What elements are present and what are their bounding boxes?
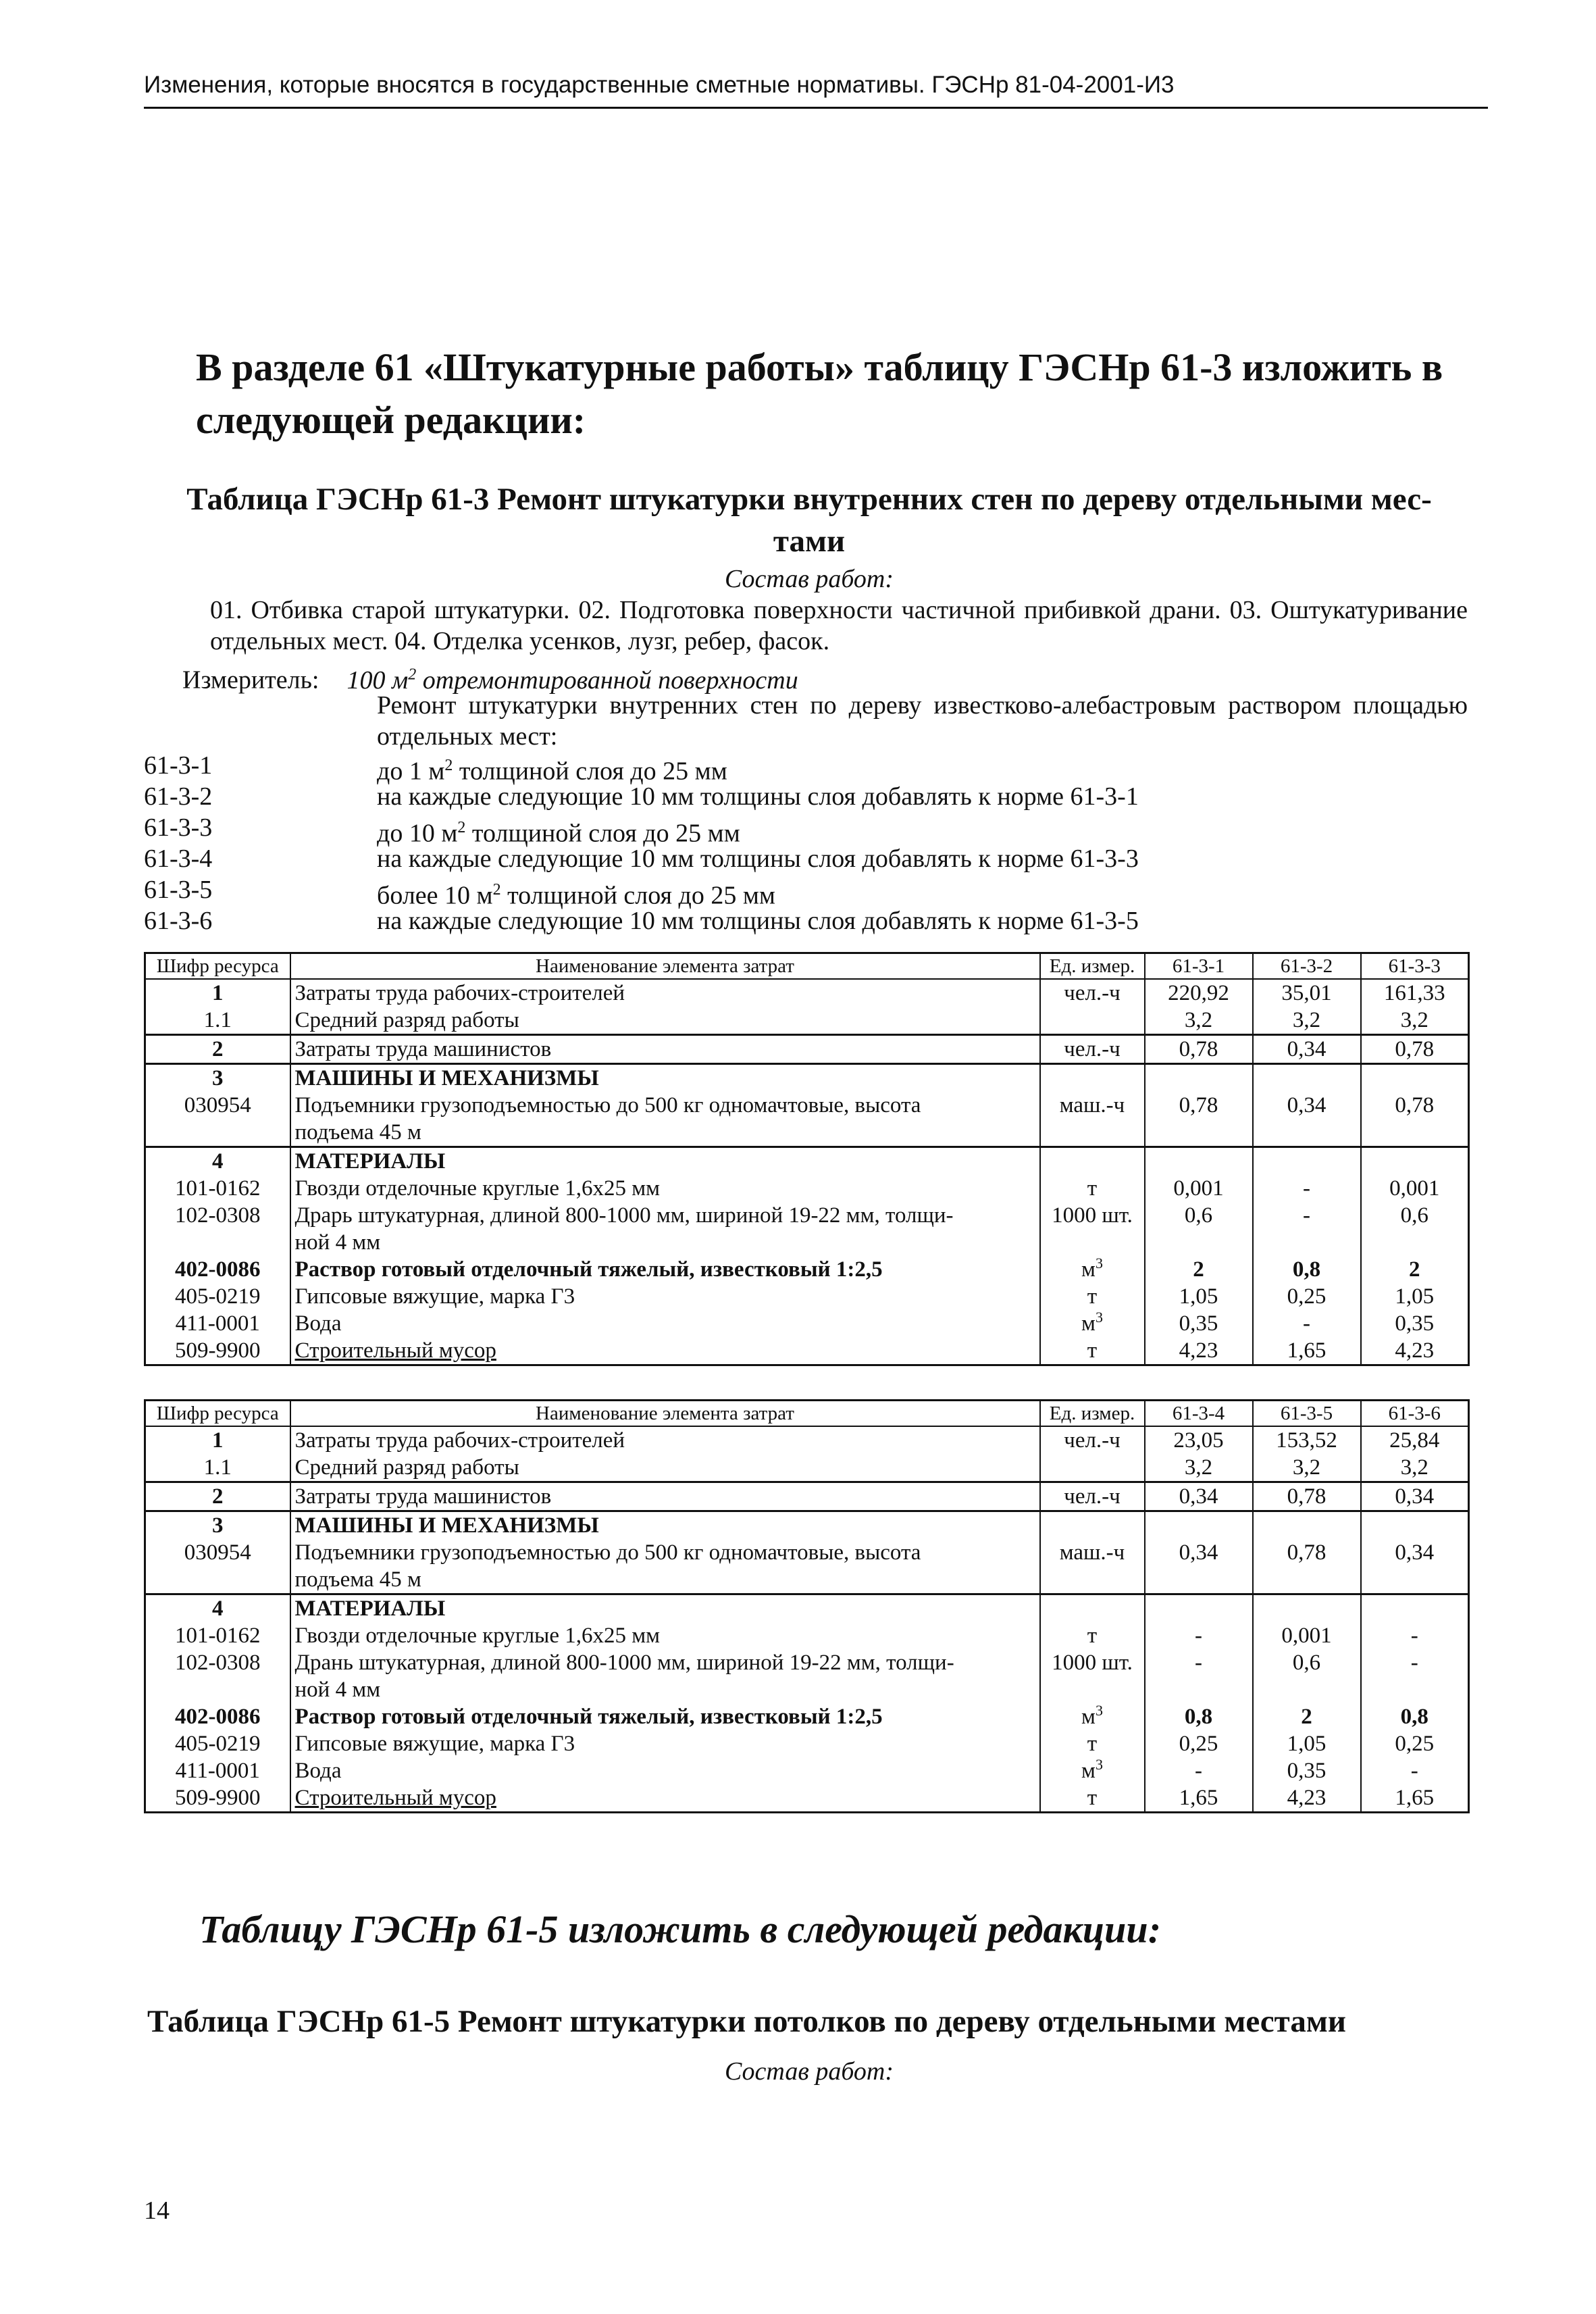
header-rule [144, 107, 1488, 109]
izmeritel-value: 100 $м^2$ отремонтированной поверхности [346, 665, 798, 695]
norm-code: 61-3-6 [144, 907, 213, 935]
table-row: 509-9900 Строительный мусор т 1,65 4,23 1,65 [145, 1784, 1469, 1813]
norm-desc: на каждые следующие 10 мм толщины слоя добавлять к норме 61-3-3 [377, 845, 1139, 873]
section2-sostav-label: Состав работ: [724, 2057, 894, 2086]
table-row: 3 МАШИНЫ И МЕХАНИЗМЫ [145, 1064, 1469, 1092]
table-row: 1.1 Средний разряд работы 3,2 3,2 3,2 [145, 1007, 1469, 1035]
norm-code: 61-3-5 [144, 876, 213, 904]
norms-table-2 [144, 1399, 1470, 1813]
running-header: Изменения, которые вносятся в государственные сметные нормативы. ГЭСНр 81-04-2001-И3 [144, 72, 1175, 98]
table-row: 4 МАТЕРИАЛЫ [145, 1147, 1469, 1176]
table-row: 030954 Подъемники грузоподъемностью до 500 кг одномачтовые, высота подъема 45 м маш.-ч 0,34 0,78 0,34 [145, 1539, 1469, 1594]
table-row: 3 МАШИНЫ И МЕХАНИЗМЫ [145, 1511, 1469, 1540]
section-heading: В разделе 61 «Штукатурные работы» таблицу ГЭСНр 61-3 изложить в следующей редакции: [196, 345, 1443, 442]
section2-table-title: Таблица ГЭСНр 61-5 Ремонт штукатурки потолков по дереву отдельными местами [147, 2004, 1346, 2039]
sostav-label: Состав работ: [724, 565, 894, 593]
table-row: 101-0162 Гвозди отделочные круглые 1,6х25 мм т - 0,001 - [145, 1622, 1469, 1649]
table-row: 4 МАТЕРИАЛЫ [145, 1594, 1469, 1623]
norm-descriptions [377, 750, 1485, 936]
col-header-norm: 61-3-6 [1361, 1401, 1469, 1427]
table-row: 1.1 Средний разряд работы 3,2 3,2 3,2 [145, 1454, 1469, 1482]
page-number: 14 [144, 2196, 170, 2225]
col-header-norm: 61-3-1 [1145, 953, 1253, 980]
table-row: 102-0308 Драрь штукатурная, длиной 800-1000 мм, шириной 19-22 мм, толщи- ной 4 мм 1000 шт. 0,6 - 0,6 [145, 1202, 1469, 1256]
norm-desc: до 1 $м^2$ толщиной слоя до 25 мм [377, 757, 727, 786]
col-header-norm: 61-3-5 [1253, 1401, 1361, 1427]
table-row: 402-0086 Раствор готовый отделочный тяжелый, известковый 1:2,5 $м^3$ 0,8 2 0,8 [145, 1703, 1469, 1730]
col-header-name: Наименование элемента затрат [290, 953, 1040, 980]
table-row: 402-0086 Раствор готовый отделочный тяжелый, известковый 1:2,5 $м^3$ 2 0,8 2 [145, 1256, 1469, 1283]
norm-code: 61-3-4 [144, 845, 213, 873]
norm-desc: до 10 $м^2$ толщиной слоя до 25 мм [377, 819, 740, 848]
table-row: 411-0001 Вода $м^3$ 0,35 - 0,35 [145, 1310, 1469, 1337]
col-header-code: Шифр ресурса [145, 953, 290, 980]
section2-heading: Таблицу ГЭСНр 61-5 изложить в следующей редакции: [199, 1907, 1162, 1951]
sostav-text [144, 595, 1468, 657]
table-row: 405-0219 Гипсовые вяжущие, марка Г3 т 0,25 1,05 0,25 [145, 1730, 1469, 1757]
norm-desc: на каждые следующие 10 мм толщины слоя добавлять к норме 61-3-1 [377, 782, 1139, 811]
col-header-name: Наименование элемента затрат [290, 1401, 1040, 1427]
table-row: 405-0219 Гипсовые вяжущие, марка Г3 т 1,05 0,25 1,05 [145, 1283, 1469, 1310]
norm-codes [144, 750, 225, 936]
col-header-code: Шифр ресурса [145, 1401, 290, 1427]
table-title [147, 478, 1471, 562]
table-row: 1 Затраты труда рабочих-строителей чел.-ч 220,92 35,01 161,33 [145, 979, 1469, 1007]
norms-table-1 [144, 952, 1470, 1366]
norm-desc: более 10 $м^2$ толщиной слоя до 25 мм [377, 881, 775, 910]
table-row: 509-9900 Строительный мусор т 4,23 1,65 4,23 [145, 1337, 1469, 1365]
norms-intro: Ремонт штукатурки внутренних стен по дереву известково-алебастровым раствором площадью отдельных мест: [377, 691, 1468, 751]
norm-code: 61-3-1 [144, 751, 213, 780]
table-row: 030954 Подъемники грузоподъемностью до 500 кг одномачтовые, высота подъема 45 м маш.-ч 0,78 0,34 0,78 [145, 1092, 1469, 1147]
col-header-unit: Ед. измер. [1040, 1401, 1145, 1427]
izmeritel-label: Измеритель: [182, 665, 319, 695]
norm-code: 61-3-2 [144, 782, 213, 811]
norm-desc: на каждые следующие 10 мм толщины слоя добавлять к норме 61-3-5 [377, 907, 1139, 935]
col-header-norm: 61-3-2 [1253, 953, 1361, 980]
col-header-norm: 61-3-4 [1145, 1401, 1253, 1427]
sostav-text-body: 01. Отбивка старой штукатурки. 02. Подготовка поверхности частичной прибивкой драни. 03. Оштукатуривание отдельных мест. 04. Отделка усенков, лузг, ребер, фасок. [210, 596, 1468, 655]
col-header-norm: 61-3-3 [1361, 953, 1469, 980]
table-row: 2 Затраты труда машинистов чел.-ч 0,34 0,78 0,34 [145, 1482, 1469, 1511]
table-title-line1: Таблица ГЭСНр 61-3 Ремонт штукатурки внутренних стен по дереву отдельными мес- [186, 482, 1432, 517]
table-row: 411-0001 Вода $м^3$ - 0,35 - [145, 1757, 1469, 1784]
table-title-line2: тами [773, 524, 846, 559]
norm-code: 61-3-3 [144, 813, 213, 842]
table-row: 101-0162 Гвозди отделочные круглые 1,6х25 мм т 0,001 - 0,001 [145, 1175, 1469, 1202]
col-header-unit: Ед. измер. [1040, 953, 1145, 980]
table-row: 102-0308 Дрань штукатурная, длиной 800-1000 мм, шириной 19-22 мм, толщи- ной 4 мм 1000 шт. - 0,6 - [145, 1649, 1469, 1703]
table-row: 2 Затраты труда машинистов чел.-ч 0,78 0,34 0,78 [145, 1035, 1469, 1064]
table-row: 1 Затраты труда рабочих-строителей чел.-ч 23,05 153,52 25,84 [145, 1426, 1469, 1454]
